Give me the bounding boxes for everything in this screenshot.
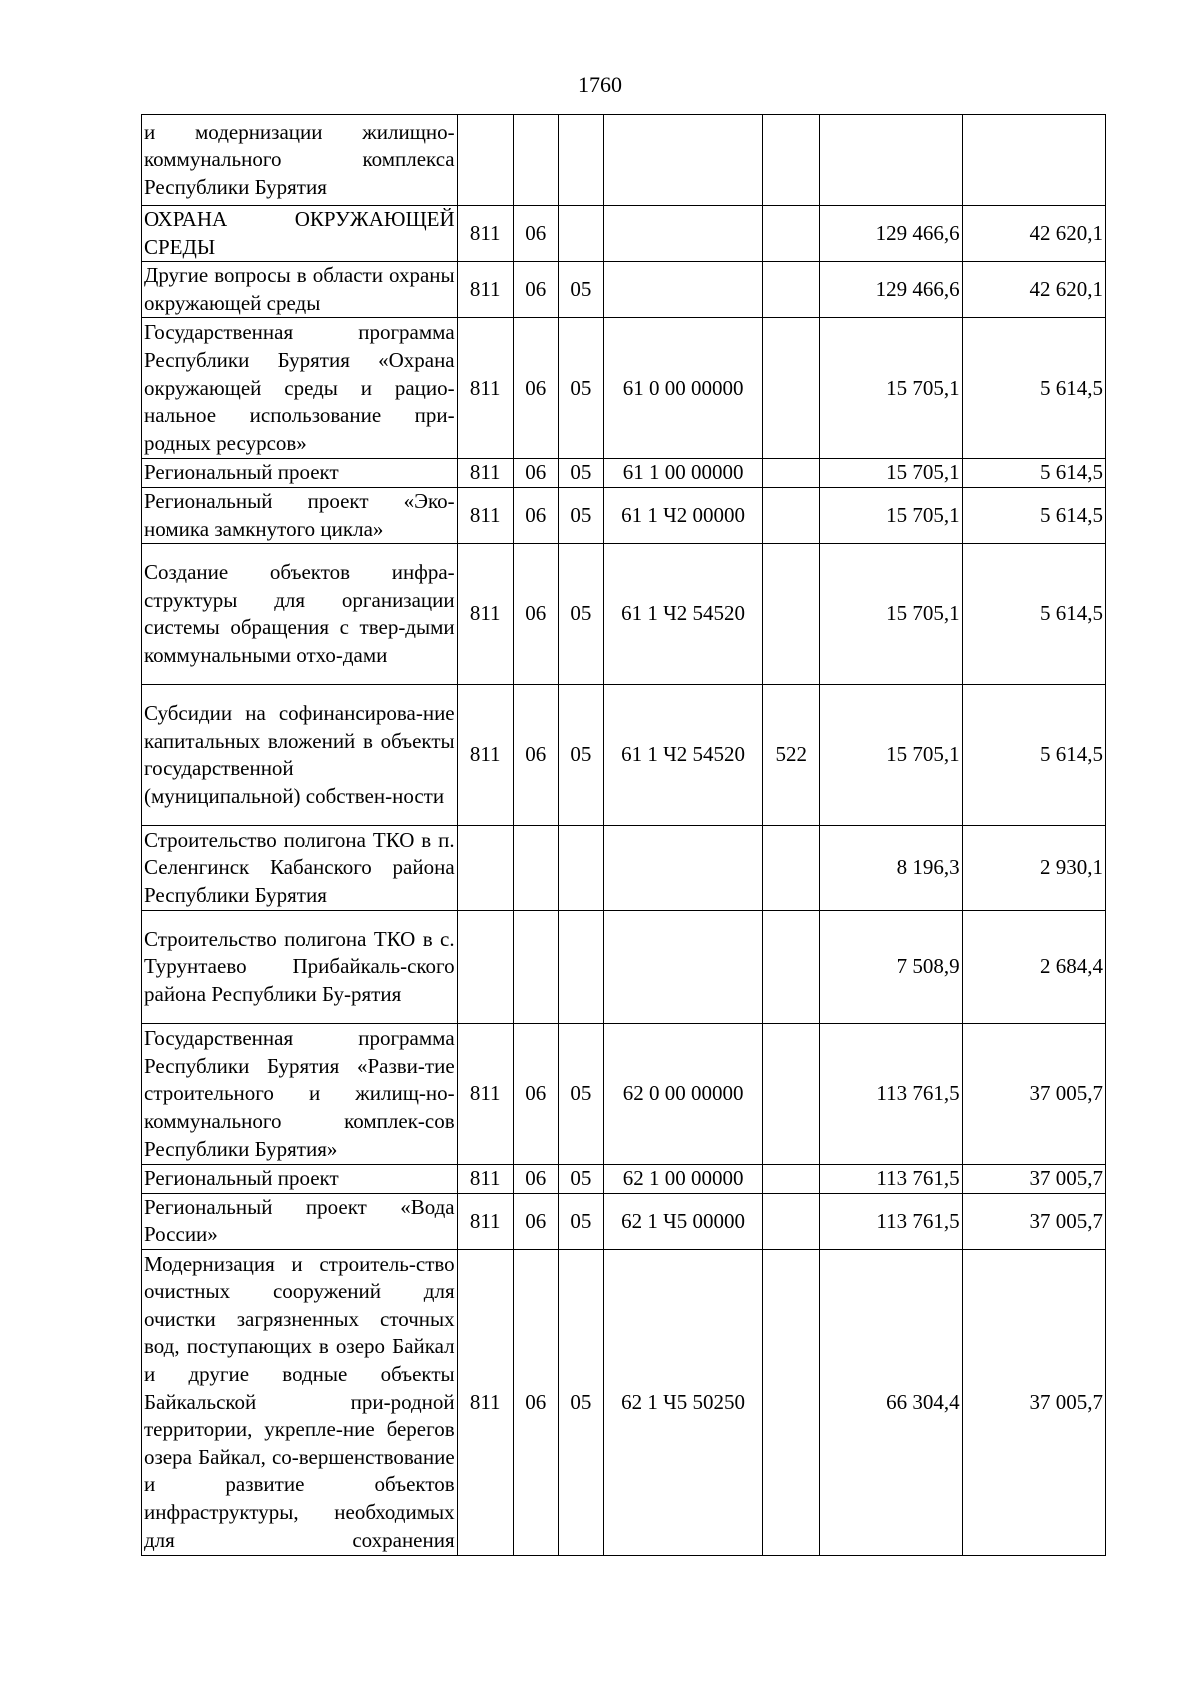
target-article-code: 62 1 00 00000 [603,1165,762,1194]
expense-type-code [763,1193,820,1249]
target-article-code: 61 1 00 00000 [603,459,762,488]
table-row [142,911,1106,1024]
expense-type-code: 522 [763,685,820,826]
expense-type-code [763,1249,820,1555]
amount-1: 15 705,1 [820,544,962,685]
table-row [142,115,1106,206]
row-name: Региональный проект «Эко-номика замкнутого цикла» [142,487,458,543]
target-article-code: 62 1 Ч5 00000 [603,1193,762,1249]
table-row [142,1249,1106,1555]
amount-1: 15 705,1 [820,487,962,543]
amount-1: 15 705,1 [820,685,962,826]
target-article-code [603,262,762,318]
amount-1: 66 304,4 [820,1249,962,1555]
amount-2: 42 620,1 [962,262,1105,318]
ministry-code: 811 [457,459,513,488]
table-row [142,1165,1106,1194]
row-name: Государственная программа Республики Бурятия «Охрана окружающей среды и рацио-нальное использование при-родных ресурсов» [142,318,458,459]
amount-2: 37 005,7 [962,1165,1105,1194]
row-name: ОХРАНА ОКРУЖАЮЩЕЙ СРЕДЫ [142,206,458,262]
section-code: 06 [513,206,558,262]
expense-type-code [763,459,820,488]
amount-2: 2 930,1 [962,826,1105,911]
subsection-code [558,206,603,262]
table-row [142,1024,1106,1165]
amount-2: 5 614,5 [962,459,1105,488]
subsection-code [558,115,603,206]
subsection-code: 05 [558,1165,603,1194]
amount-2 [962,115,1105,206]
amount-2: 42 620,1 [962,206,1105,262]
subsection-code: 05 [558,318,603,459]
table-row [142,826,1106,911]
target-article-code [603,826,762,911]
target-article-code: 61 1 Ч2 54520 [603,685,762,826]
amount-1: 15 705,1 [820,318,962,459]
table-row [142,459,1106,488]
amount-2: 5 614,5 [962,685,1105,826]
section-code: 06 [513,1165,558,1194]
target-article-code: 61 1 Ч2 00000 [603,487,762,543]
row-name: Другие вопросы в области охраны окружающей среды [142,262,458,318]
section-code: 06 [513,544,558,685]
subsection-code: 05 [558,1193,603,1249]
ministry-code [457,911,513,1024]
subsection-code: 05 [558,1249,603,1555]
expense-type-code [763,1165,820,1194]
expense-type-code [763,911,820,1024]
row-name: Региональный проект [142,1165,458,1194]
expense-type-code [763,206,820,262]
row-name: и модернизации жилищно-коммунального комплекса Республики Бурятия [142,115,458,206]
table-row [142,1193,1106,1249]
page-number: 1760 [578,72,622,97]
amount-1: 113 761,5 [820,1024,962,1165]
amount-1: 7 508,9 [820,911,962,1024]
ministry-code: 811 [457,1193,513,1249]
row-name: Субсидии на софинансирова-ние капитальных вложений в объекты государственной (муниципальной) собствен-ности [142,685,458,826]
target-article-code [603,115,762,206]
section-code [513,826,558,911]
row-name: Региональный проект [142,459,458,488]
section-code: 06 [513,1249,558,1555]
table-row [142,544,1106,685]
amount-1: 15 705,1 [820,459,962,488]
section-code: 06 [513,1193,558,1249]
section-code: 06 [513,1024,558,1165]
amount-2: 37 005,7 [962,1193,1105,1249]
amount-2: 37 005,7 [962,1249,1105,1555]
subsection-code: 05 [558,544,603,685]
expense-type-code [763,826,820,911]
target-article-code: 62 0 00 00000 [603,1024,762,1165]
table-row [142,487,1106,543]
row-name: Региональный проект «Вода России» [142,1193,458,1249]
section-code: 06 [513,262,558,318]
section-code: 06 [513,459,558,488]
budget-table [141,114,1106,1556]
expense-type-code [763,544,820,685]
ministry-code: 811 [457,262,513,318]
table-row [142,318,1106,459]
ministry-code: 811 [457,318,513,459]
table-row [142,685,1106,826]
section-code [513,911,558,1024]
target-article-code [603,911,762,1024]
amount-2: 2 684,4 [962,911,1105,1024]
row-name: Создание объектов инфра-структуры для организации системы обращения с твер-дыми коммунальными отхо-дами [142,544,458,685]
ministry-code: 811 [457,1165,513,1194]
table-row [142,262,1106,318]
amount-2: 5 614,5 [962,487,1105,543]
target-article-code: 62 1 Ч5 50250 [603,1249,762,1555]
ministry-code [457,115,513,206]
subsection-code: 05 [558,1024,603,1165]
expense-type-code [763,262,820,318]
amount-1: 113 761,5 [820,1193,962,1249]
amount-1: 129 466,6 [820,262,962,318]
row-name: Строительство полигона ТКО в с. Турунтаево Прибайкаль-ского района Республики Бу-рятия [142,911,458,1024]
subsection-code: 05 [558,685,603,826]
target-article-code: 61 0 00 00000 [603,318,762,459]
subsection-code [558,826,603,911]
ministry-code: 811 [457,1249,513,1555]
row-name: Строительство полигона ТКО в п. Селенгинск Кабанского района Республики Бурятия [142,826,458,911]
subsection-code: 05 [558,487,603,543]
ministry-code: 811 [457,544,513,685]
table-row [142,206,1106,262]
section-code [513,115,558,206]
section-code: 06 [513,685,558,826]
section-code: 06 [513,318,558,459]
ministry-code: 811 [457,1024,513,1165]
row-name: Государственная программа Республики Бурятия «Разви-тие строительного и жилищ-но-коммунального комплек-сов Республики Бурятия» [142,1024,458,1165]
row-name: Модернизация и строитель-ство очистных сооружений для очистки загрязненных сточных вод, поступающих в озеро Байкал и другие водные объекты Байкальской при-родной территории, укрепле-ние берегов озера Байкал, со-вершенствование и развитие объектов инфраструктуры, необходимых для сохранения [142,1249,458,1555]
expense-type-code [763,115,820,206]
expense-type-code [763,487,820,543]
target-article-code: 61 1 Ч2 54520 [603,544,762,685]
subsection-code: 05 [558,262,603,318]
expense-type-code [763,1024,820,1165]
amount-1: 113 761,5 [820,1165,962,1194]
target-article-code [603,206,762,262]
ministry-code: 811 [457,685,513,826]
ministry-code: 811 [457,206,513,262]
ministry-code [457,826,513,911]
subsection-code [558,911,603,1024]
expense-type-code [763,318,820,459]
amount-2: 5 614,5 [962,544,1105,685]
amount-1 [820,115,962,206]
section-code: 06 [513,487,558,543]
subsection-code: 05 [558,459,603,488]
ministry-code: 811 [457,487,513,543]
amount-2: 37 005,7 [962,1024,1105,1165]
amount-1: 8 196,3 [820,826,962,911]
amount-2: 5 614,5 [962,318,1105,459]
amount-1: 129 466,6 [820,206,962,262]
